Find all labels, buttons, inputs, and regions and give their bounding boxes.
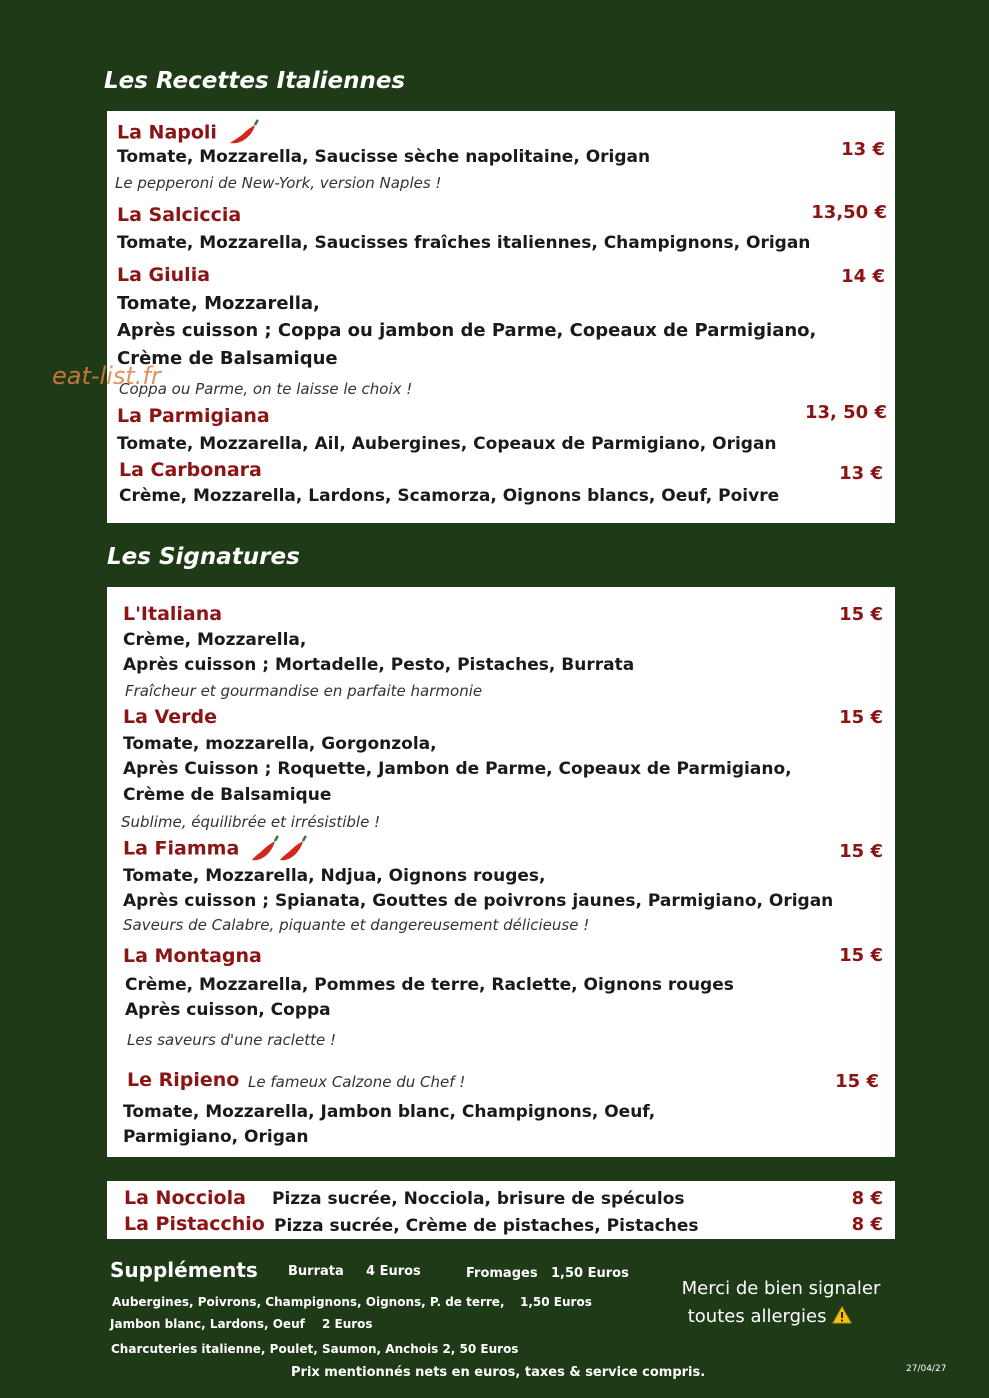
supplements-title: Suppléments <box>110 1258 258 1282</box>
pizza-price: 15 € <box>839 945 883 966</box>
pizza-price: 13, 50 € <box>805 402 887 423</box>
pizza-desc: Tomate, Mozzarella, Ail, Aubergines, Copeaux de Parmigiano, Origan <box>117 434 777 454</box>
pizza-desc: Après cuisson, Coppa <box>125 1000 331 1020</box>
pizza-tagline: Fraîcheur et gourmandise en parfaite harmonie <box>125 682 483 700</box>
dessert-name-nocciola: La Nocciola <box>124 1187 246 1209</box>
pizza-desc: Crème, Mozzarella, Lardons, Scamorza, Oignons blancs, Oeuf, Poivre <box>119 486 780 506</box>
supplement-fromages-price: 1,50 Euros <box>551 1266 629 1281</box>
pizza-desc: Après cuisson ; Coppa ou jambon de Parme, Copeaux de Parmigiano, <box>117 320 817 341</box>
pizza-price: 15 € <box>839 841 883 862</box>
pizza-desc: Après Cuisson ; Roquette, Jambon de Parme, Copeaux de Parmigiano, <box>123 759 792 779</box>
pizza-name-montagna: La Montagna <box>123 945 262 967</box>
pizza-name-fiamma-label: La Fiamma <box>123 837 240 860</box>
allergy-note-line1: Merci de bien signaler <box>681 1278 881 1299</box>
chili-pepper-icon <box>226 119 260 147</box>
pizza-price: 13,50 € <box>811 202 887 223</box>
watermark: eat-list.fr <box>52 362 161 390</box>
pizza-desc: Tomate, Mozzarella, Jambon blanc, Champignons, Oeuf, <box>123 1102 656 1122</box>
pizza-desc: Tomate, Mozzarella, Saucisses fraîches italiennes, Champignons, Origan <box>117 233 811 253</box>
pizza-tagline: Les saveurs d'une raclette ! <box>127 1031 336 1049</box>
pizza-price: 13 € <box>839 463 883 484</box>
allergy-note-line2 <box>650 1306 890 1327</box>
italiennes-card <box>107 111 895 523</box>
signatures-card <box>107 587 895 1157</box>
desserts-card <box>107 1181 895 1239</box>
dessert-desc: Pizza sucrée, Nocciola, brisure de spéculos <box>272 1189 685 1209</box>
dessert-name-pistacchio: La Pistacchio <box>124 1213 265 1235</box>
pizza-tagline: Le fameux Calzone du Chef ! <box>248 1073 466 1091</box>
supplement-viandes-price: 2 Euros <box>322 1317 373 1331</box>
pizza-name-ripieno: Le Ripieno <box>127 1069 240 1091</box>
pizza-desc: Crème de Balsamique <box>117 348 338 369</box>
pizza-tagline: Le pepperoni de New-York, version Naples ! <box>115 174 442 192</box>
pizza-name-salciccia: La Salciccia <box>117 204 242 226</box>
pizza-name-napoli-label: La Napoli <box>117 121 217 144</box>
pizza-name-verde: La Verde <box>123 706 217 728</box>
section-title-italiennes: Les Recettes Italiennes <box>104 68 406 94</box>
allergy-note-line2-text: toutes allergies <box>687 1306 827 1327</box>
pizza-price: 15 € <box>839 707 883 728</box>
pizza-desc: Parmigiano, Origan <box>123 1127 309 1147</box>
pizza-price: 15 € <box>839 604 883 625</box>
pizza-name-napoli <box>117 119 260 147</box>
pizza-desc: Tomate, Mozzarella, Saucisse sèche napolitaine, Origan <box>117 147 651 167</box>
pizza-desc: Tomate, mozzarella, Gorgonzola, <box>123 734 437 754</box>
pizza-tagline: Saveurs de Calabre, piquante et dangereusement délicieuse ! <box>123 916 590 934</box>
pizza-desc: Après cuisson ; Spianata, Gouttes de poivrons jaunes, Parmigiano, Origan <box>123 891 834 911</box>
pizza-desc: Tomate, Mozzarella, Ndjua, Oignons rouges, <box>123 866 546 886</box>
pizza-price: 14 € <box>841 266 885 287</box>
pizza-desc: Crème, Mozzarella, Pommes de terre, Raclette, Oignons rouges <box>125 975 734 995</box>
supplement-burrata: Burrata <box>288 1264 344 1279</box>
pizza-tagline: Coppa ou Parme, on te laisse le choix ! <box>119 380 413 398</box>
supplement-burrata-price: 4 Euros <box>366 1264 421 1279</box>
supplement-legumes: Aubergines, Poivrons, Champignons, Oignons, P. de terre, <box>112 1295 505 1309</box>
pizza-desc: Après cuisson ; Mortadelle, Pesto, Pistaches, Burrata <box>123 655 635 675</box>
dessert-desc: Pizza sucrée, Crème de pistaches, Pistaches <box>274 1216 699 1236</box>
pizza-price: 13 € <box>841 139 885 160</box>
pizza-name-carbonara: La Carbonara <box>119 459 262 481</box>
pizza-name-parmigiana: La Parmigiana <box>117 405 270 427</box>
pizza-name-giulia: La Giulia <box>117 264 211 286</box>
dessert-price: 8 € <box>851 1188 883 1209</box>
supplement-charcuterie: Charcuteries italienne, Poulet, Saumon, Anchois 2, 50 Euros <box>111 1342 519 1356</box>
footer-note: Prix mentionnés nets en euros, taxes & service compris. <box>291 1365 706 1380</box>
dessert-price: 8 € <box>851 1214 883 1235</box>
warning-icon <box>832 1306 852 1324</box>
pizza-name-fiamma <box>123 834 310 864</box>
supplement-viandes: Jambon blanc, Lardons, Oeuf <box>110 1317 305 1331</box>
supplement-legumes-price: 1,50 Euros <box>520 1295 592 1309</box>
pizza-desc: Crème, Mozzarella, <box>123 630 307 650</box>
pizza-name-italiana: L'Italiana <box>123 603 223 625</box>
pizza-desc: Tomate, Mozzarella, <box>117 293 320 314</box>
supplement-fromages: Fromages <box>466 1266 538 1281</box>
date-stamp: 27/04/27 <box>906 1364 947 1374</box>
pizza-price: 15 € <box>835 1071 879 1092</box>
pizza-desc: Crème de Balsamique <box>123 785 332 805</box>
section-title-signatures: Les Signatures <box>107 544 300 570</box>
chili-pepper-icon <box>248 834 310 864</box>
pizza-tagline: Sublime, équilibrée et irrésistible ! <box>121 813 381 831</box>
